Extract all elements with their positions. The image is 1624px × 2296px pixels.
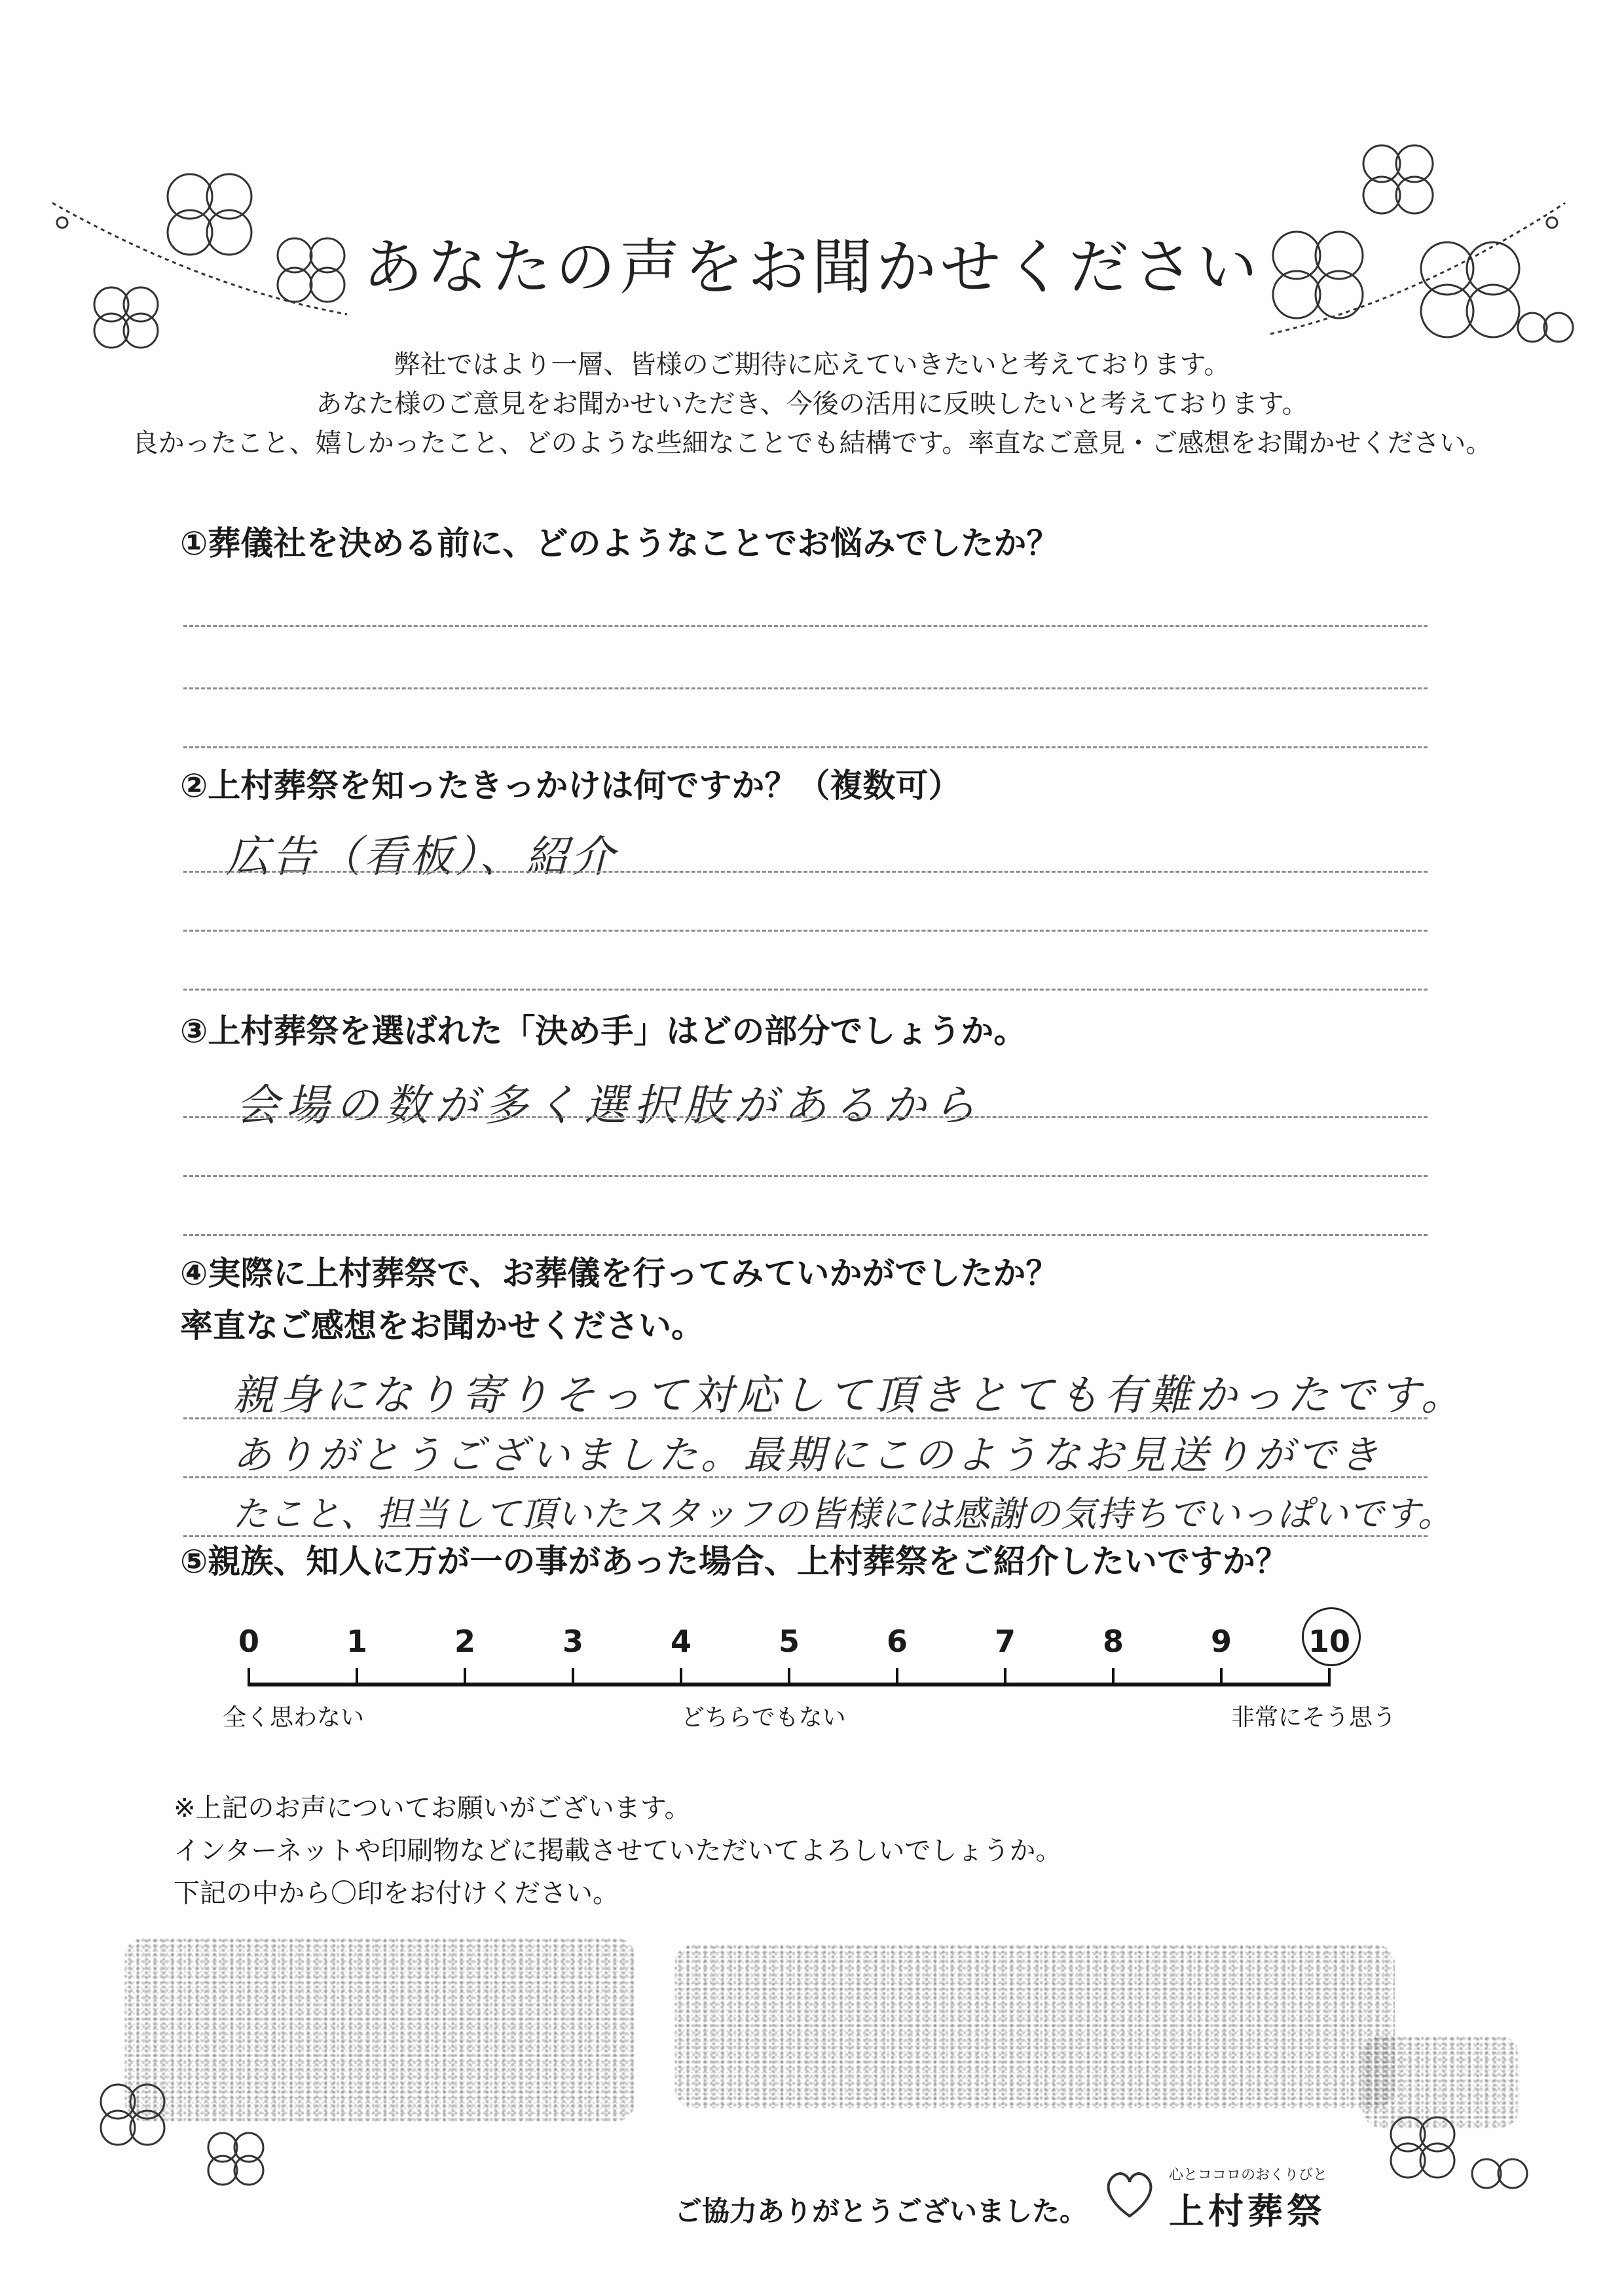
- intro-line-2: あなた様のご意見をお聞かせいただき、今後の活用に反映したいと考えております。: [316, 389, 1308, 419]
- scale-number-4[interactable]: 4: [670, 1624, 692, 1659]
- scale-tick: [356, 1668, 358, 1686]
- heart-logo-icon: [1100, 2164, 1159, 2223]
- scale-tick: [1220, 1668, 1223, 1686]
- notice-line-1: ※上記のお声についてお願いがございます。: [174, 1793, 691, 1823]
- answer-2-handwritten: 広告（看板）、紹介: [226, 831, 617, 882]
- scale-number-2[interactable]: 2: [454, 1624, 475, 1659]
- answer-4-line-3: たこと、担当して頂いたスタッフの皆様には感謝の気持ちでいっぱいです。: [232, 1493, 1454, 1535]
- answer-line: [183, 1116, 1428, 1118]
- scale-tick: [680, 1668, 682, 1686]
- question-1: ①葬儀社を決める前に、どのようなことでお悩みでしたか？: [180, 524, 1060, 562]
- answer-4-line-1: 親身になり寄りそって対応して頂きとても有難かったです。: [232, 1372, 1467, 1420]
- scale-tick: [1328, 1668, 1331, 1686]
- intro-line-3: 良かったこと、嬉しかったこと、どのような些細なことでも結構です。率直なご意見・ご感想をお聞かせください。: [132, 428, 1492, 458]
- scale-number-1[interactable]: 1: [346, 1624, 367, 1659]
- company-name: 上村葬祭: [1169, 2191, 1326, 2232]
- answer-line: [183, 687, 1428, 689]
- scale-number-10[interactable]: 10: [1308, 1624, 1350, 1659]
- answer-line: [183, 1417, 1428, 1419]
- scale-tick: [464, 1668, 466, 1686]
- scale-tick: [788, 1668, 790, 1686]
- answer-3-handwritten: 会場の数が多く選択肢があるから: [236, 1080, 982, 1131]
- answer-line: [183, 989, 1428, 991]
- intro-line-1: 弊社ではより一層、皆様のご期待に応えていきたいと考えております。: [394, 350, 1230, 380]
- question-4-subtitle: 率直なご感想をお聞かせください。: [180, 1307, 704, 1345]
- redacted-area-left: [124, 1938, 635, 2121]
- scale-tick: [1004, 1668, 1006, 1686]
- answer-line: [183, 1234, 1428, 1236]
- redacted-area-bottom-right: [1362, 2036, 1519, 2128]
- scale-left-label: 全く思わない: [223, 1704, 365, 1731]
- notice-line-2: インターネットや印刷物などに掲載させていただいてよろしいでしょうか。: [174, 1836, 1062, 1866]
- answer-line: [183, 746, 1428, 748]
- thanks-message: ご協力ありがとうございました。: [674, 2195, 1088, 2227]
- scale-number-9[interactable]: 9: [1210, 1624, 1232, 1659]
- notice-line-3: 下記の中から〇印をお付けください。: [174, 1878, 619, 1908]
- answer-line: [183, 1476, 1428, 1478]
- scale-number-8[interactable]: 8: [1102, 1624, 1124, 1659]
- answer-line: [183, 930, 1428, 932]
- scale-number-6[interactable]: 6: [886, 1624, 908, 1659]
- scale-tick: [896, 1668, 898, 1686]
- scale-number-3[interactable]: 3: [562, 1624, 583, 1659]
- selected-circle-mark: [1302, 1607, 1361, 1666]
- question-2: ②上村葬祭を知ったきっかけは何ですか？（複数可）: [180, 767, 961, 805]
- scale-mid-label: どちらでもない: [681, 1704, 846, 1731]
- scale-tick: [248, 1668, 250, 1686]
- question-5: ⑤親族、知人に万が一の事があった場合、上村葬祭をご紹介したいですか？: [180, 1542, 1288, 1580]
- page-title: あなたの声をお聞かせください: [362, 232, 1261, 302]
- scale-number-7[interactable]: 7: [994, 1624, 1016, 1659]
- answer-line: [183, 625, 1428, 627]
- answer-line: [183, 1175, 1428, 1177]
- answer-4-line-2: ありがとうございました。最期にこのようなお見送りができ: [232, 1432, 1382, 1478]
- question-3: ③上村葬祭を選ばれた「決め手」はどの部分でしょうか。: [180, 1012, 1027, 1050]
- scale-tick: [1112, 1668, 1115, 1686]
- scale-right-label: 非常にそう思う: [1231, 1704, 1397, 1731]
- redacted-area-right: [674, 1944, 1395, 2108]
- scale-number-5[interactable]: 5: [778, 1624, 800, 1659]
- scale-tick: [572, 1668, 574, 1686]
- question-4: ④実際に上村葬祭で、お葬儀を行ってみていかがでしたか？: [180, 1254, 1059, 1292]
- company-tagline: 心とココロのおくりびと: [1169, 2167, 1328, 2183]
- answer-line: [183, 871, 1428, 873]
- scale-number-0[interactable]: 0: [238, 1624, 259, 1659]
- rating-scale: [223, 1611, 1397, 1741]
